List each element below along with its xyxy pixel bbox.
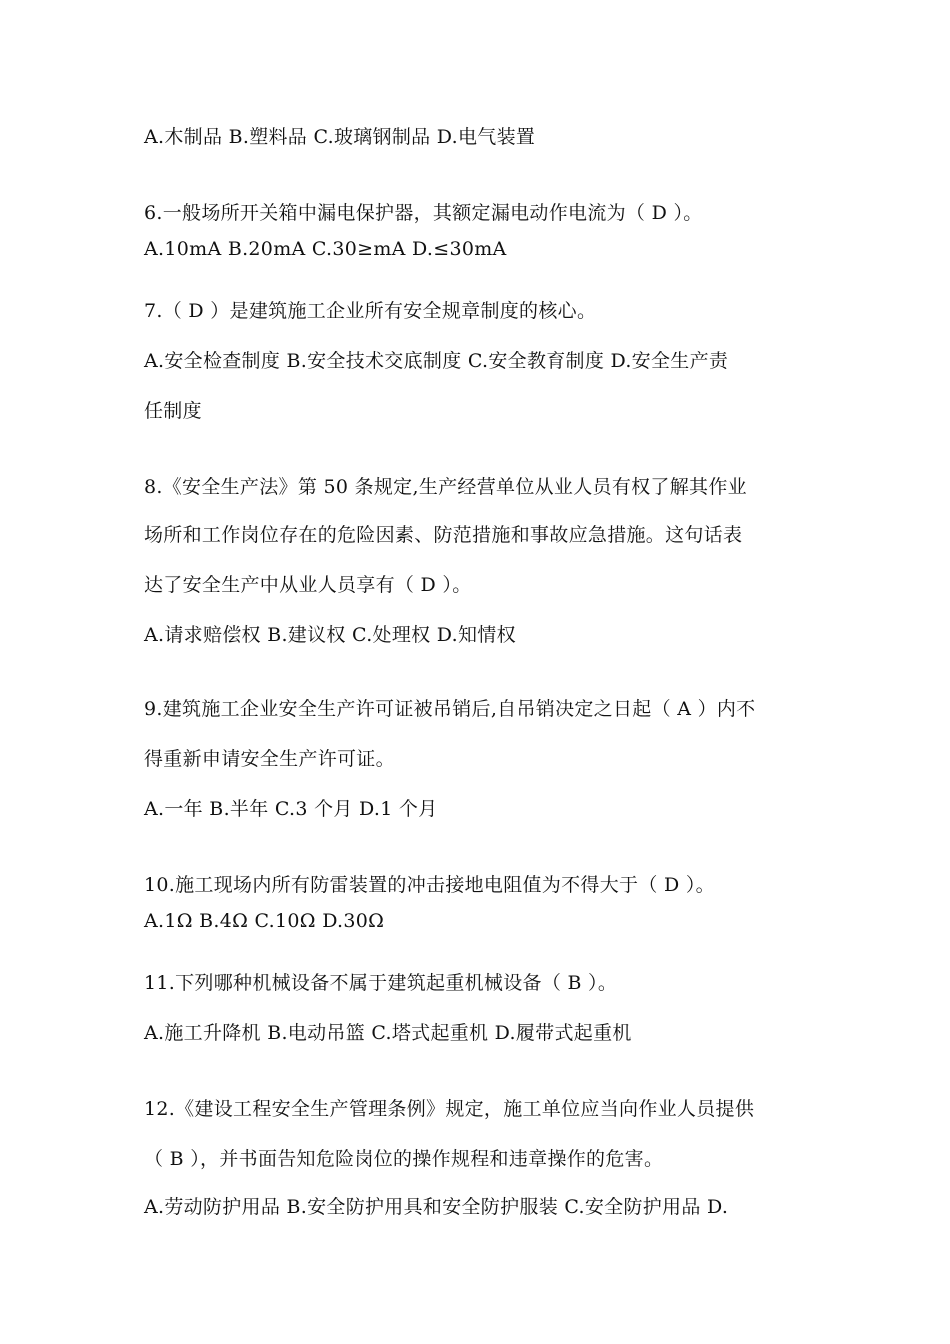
answer-options-q7-cont: 任制度 <box>144 400 202 422</box>
answer-options-q8: A.请求赔偿权 B.建议权 C.处理权 D.知情权 <box>144 624 516 646</box>
answer-options-q5: A.木制品 B.塑料品 C.玻璃钢制品 D.电气装置 <box>144 126 536 148</box>
question-6: 6.一般场所开关箱中漏电保护器，其额定漏电动作电流为（ D ）。 <box>144 202 703 224</box>
question-12: 12.《建设工程安全生产管理条例》规定，施工单位应当向作业人员提供 <box>144 1098 755 1120</box>
question-10: 10.施工现场内所有防雷装置的冲击接地电阻值为不得大于（ D ）。 <box>144 874 715 896</box>
question-8: 8.《安全生产法》第 50 条规定,生产经营单位从业人员有权了解其作业 <box>144 476 747 498</box>
question-9-cont: 得重新申请安全生产许可证。 <box>144 748 395 770</box>
answer-options-q9: A.一年 B.半年 C.3 个月 D.1 个月 <box>144 798 438 820</box>
question-7: 7.（ D ）是建筑施工企业所有安全规章制度的核心。 <box>144 300 597 322</box>
answer-options-q6: A.10mA B.20mA C.30≥mA D.≤30mA <box>144 238 507 260</box>
question-8-cont-2: 达了安全生产中从业人员享有（ D ）。 <box>144 574 472 596</box>
answer-options-q10: A.1Ω B.4Ω C.10Ω D.30Ω <box>144 910 385 932</box>
question-9: 9.建筑施工企业安全生产许可证被吊销后,自吊销决定之日起（ A ）内不 <box>144 698 756 720</box>
answer-options-q11: A.施工升降机 B.电动吊篮 C.塔式起重机 D.履带式起重机 <box>144 1022 632 1044</box>
answer-options-q12: A.劳动防护用品 B.安全防护用具和安全防护服装 C.安全防护用品 D. <box>144 1196 729 1218</box>
question-11: 11.下列哪种机械设备不属于建筑起重机械设备（ B ）。 <box>144 972 618 994</box>
question-8-cont-1: 场所和工作岗位存在的危险因素、防范措施和事故应急措施。这句话表 <box>144 524 743 546</box>
answer-options-q7: A.安全检查制度 B.安全技术交底制度 C.安全教育制度 D.安全生产责 <box>144 350 729 372</box>
question-12-cont: （ B ），并书面告知危险岗位的操作规程和违章操作的危害。 <box>144 1148 664 1170</box>
